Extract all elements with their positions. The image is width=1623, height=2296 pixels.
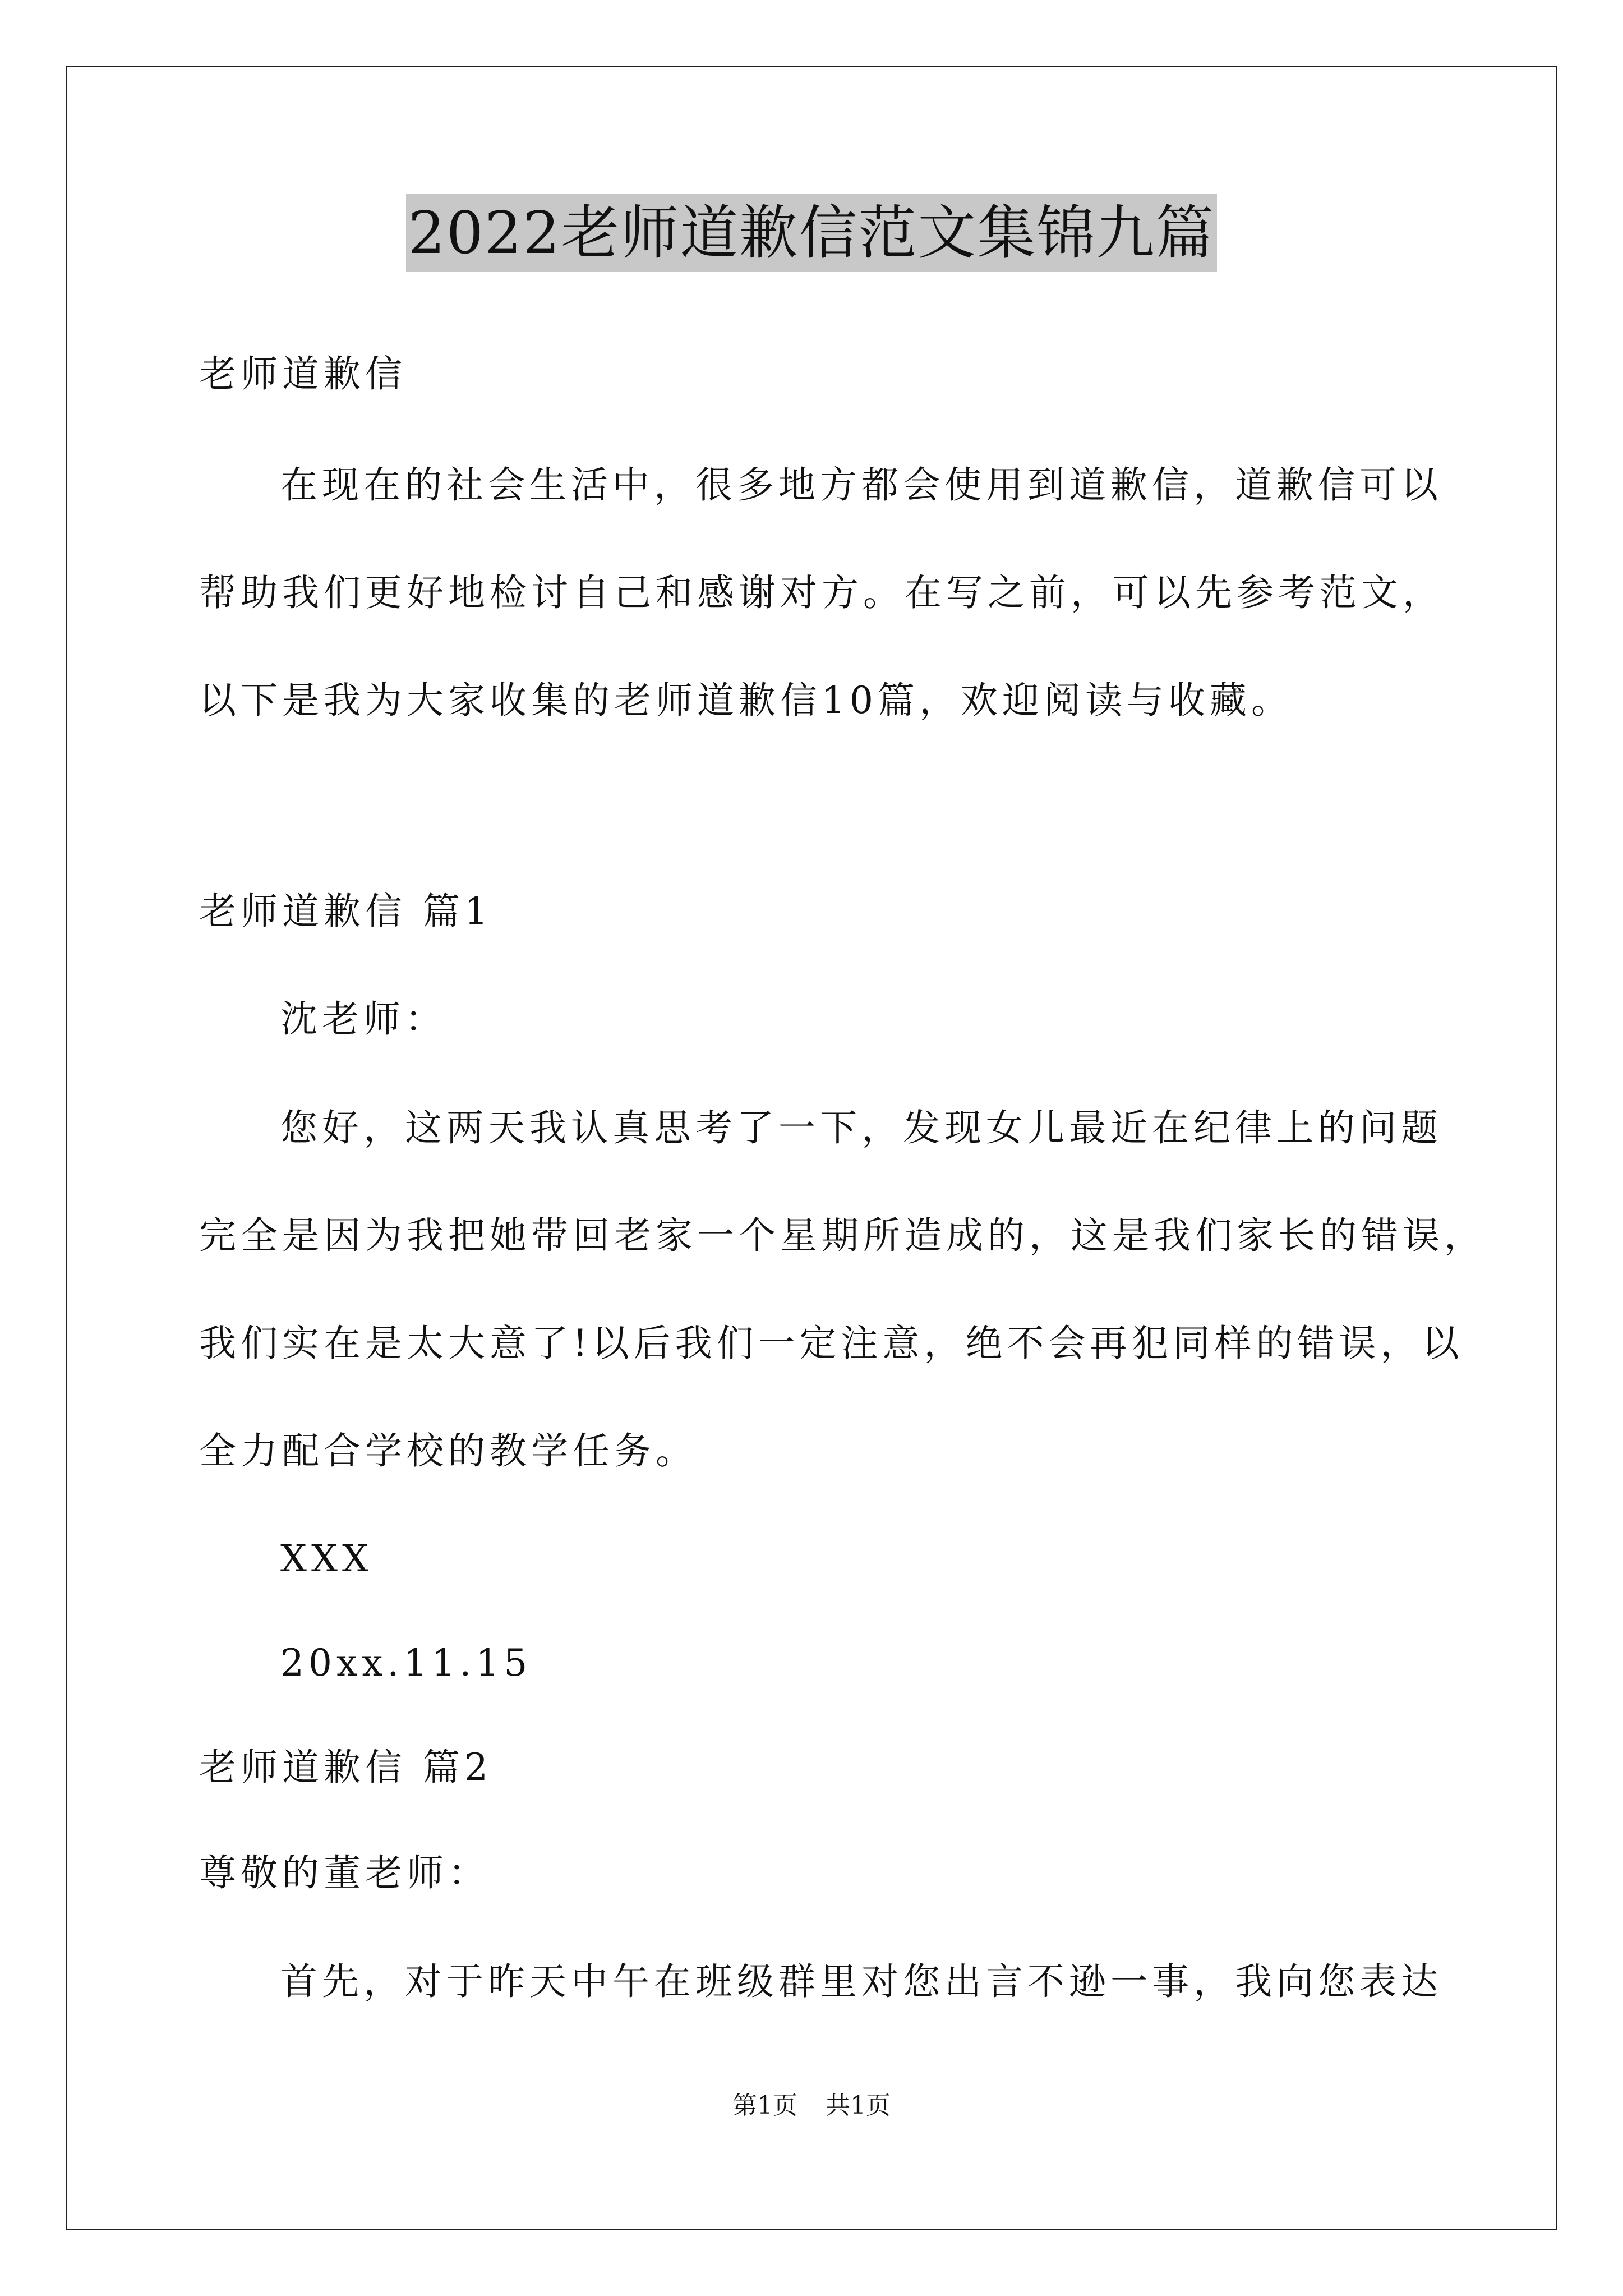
letter-1-date: 20xx.11.15: [280, 1641, 532, 1685]
letter-1-body-line-1: 您好，这两天我认真思考了一下，发现女儿最近在纪律上的问题: [280, 1106, 1442, 1149]
letter-1-body-line-4: 全力配合学校的教学任务。: [199, 1429, 697, 1473]
letter-1-salutation: 沈老师：: [280, 997, 446, 1041]
page-number: 第1页: [732, 2091, 797, 2120]
section-heading: 老师道歉信: [199, 352, 407, 395]
title-container: [0, 194, 1623, 272]
letter-2-heading: 老师道歉信 篇2: [199, 1746, 492, 1789]
letter-1-body-line-2: 完全是因为我把她带回老家一个星期所造成的，这是我们家长的错误，: [199, 1214, 1486, 1257]
intro-paragraph-line-1: 在现在的社会生活中，很多地方都会使用到道歉信，道歉信可以: [280, 463, 1442, 507]
letter-1-signature: XXX: [280, 1537, 373, 1580]
letter-2-salutation: 尊敬的董老师：: [199, 1851, 490, 1894]
intro-paragraph-line-3: 以下是我为大家收集的老师道歉信10篇，欢迎阅读与收藏。: [199, 679, 1293, 722]
intro-paragraph-line-2: 帮助我们更好地检讨自己和感谢对方。在写之前，可以先参考范文，: [199, 571, 1444, 614]
page-footer: [0, 2089, 1623, 2123]
letter-2-body-line-1: 首先，对于昨天中午在班级群里对您出言不逊一事，我向您表达: [280, 1960, 1442, 2003]
letter-1-heading: 老师道歉信 篇1: [199, 890, 492, 933]
document-title: 2022老师道歉信范文集锦九篇: [406, 194, 1218, 272]
letter-1-body-line-3: 我们实在是太大意了!以后我们一定注意，绝不会再犯同样的错误，以: [199, 1322, 1464, 1365]
page-total: 共1页: [826, 2091, 891, 2120]
